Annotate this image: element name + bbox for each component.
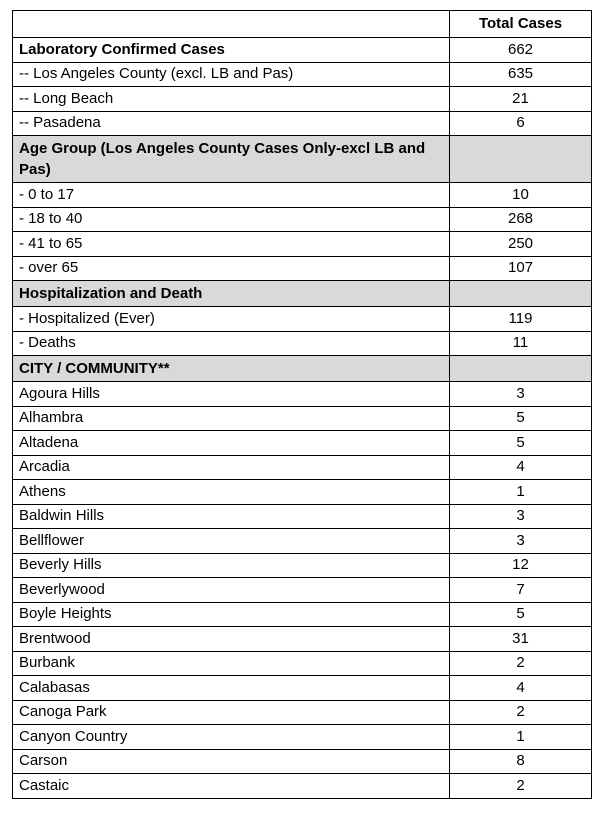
city-name: Castaic xyxy=(13,774,450,799)
row-label: - Deaths xyxy=(13,331,450,356)
table-row xyxy=(13,553,592,578)
table-row xyxy=(13,774,592,799)
city-name: Brentwood xyxy=(13,627,450,652)
city-name: Beverlywood xyxy=(13,578,450,603)
city-name: Arcadia xyxy=(13,455,450,480)
table-row xyxy=(13,307,592,332)
header-row xyxy=(13,11,592,38)
city-cases: 1 xyxy=(450,480,592,505)
city-name: Calabasas xyxy=(13,676,450,701)
table-row xyxy=(13,62,592,87)
row-value: 662 xyxy=(450,38,592,63)
city-community-section-header xyxy=(13,356,592,382)
city-cases: 3 xyxy=(450,529,592,554)
age-group-section-header xyxy=(13,136,592,183)
cases-table xyxy=(12,10,592,799)
row-value: 10 xyxy=(450,183,592,208)
table-row xyxy=(13,676,592,701)
section-header-blank xyxy=(450,136,592,183)
hospitalization-section-header xyxy=(13,281,592,307)
table-row xyxy=(13,651,592,676)
cases-table-body xyxy=(13,11,592,799)
table-row xyxy=(13,602,592,627)
table-row xyxy=(13,111,592,136)
table-row xyxy=(13,87,592,112)
city-cases: 2 xyxy=(450,774,592,799)
city-cases: 8 xyxy=(450,749,592,774)
section-header-blank xyxy=(450,281,592,307)
table-row xyxy=(13,455,592,480)
row-label: - Hospitalized (Ever) xyxy=(13,307,450,332)
table-row xyxy=(13,183,592,208)
city-name: Alhambra xyxy=(13,406,450,431)
city-name: Altadena xyxy=(13,431,450,456)
city-cases: 7 xyxy=(450,578,592,603)
city-cases: 4 xyxy=(450,455,592,480)
row-label: - over 65 xyxy=(13,256,450,281)
total-cases-header: Total Cases xyxy=(450,11,592,38)
city-name: Athens xyxy=(13,480,450,505)
section-title: Hospitalization and Death xyxy=(13,281,450,307)
city-name: Boyle Heights xyxy=(13,602,450,627)
table-row xyxy=(13,331,592,356)
table-row xyxy=(13,431,592,456)
row-value: 119 xyxy=(450,307,592,332)
row-label: Laboratory Confirmed Cases xyxy=(13,38,450,63)
city-cases: 1 xyxy=(450,725,592,750)
row-value: 250 xyxy=(450,232,592,257)
row-label: - 18 to 40 xyxy=(13,207,450,232)
table-row xyxy=(13,700,592,725)
city-name: Burbank xyxy=(13,651,450,676)
row-label: - 41 to 65 xyxy=(13,232,450,257)
row-value: 635 xyxy=(450,62,592,87)
header-blank-cell xyxy=(13,11,450,38)
row-value: 107 xyxy=(450,256,592,281)
section-title: Age Group (Los Angeles County Cases Only-excl LB and Pas) xyxy=(13,136,450,183)
city-name: Bellflower xyxy=(13,529,450,554)
table-row xyxy=(13,382,592,407)
table-row xyxy=(13,725,592,750)
table-row xyxy=(13,627,592,652)
table-row xyxy=(13,578,592,603)
row-label: -- Pasadena xyxy=(13,111,450,136)
city-cases: 3 xyxy=(450,382,592,407)
city-cases: 3 xyxy=(450,504,592,529)
table-row xyxy=(13,406,592,431)
city-cases: 4 xyxy=(450,676,592,701)
table-row xyxy=(13,749,592,774)
city-name: Beverly Hills xyxy=(13,553,450,578)
row-value: 268 xyxy=(450,207,592,232)
row-label: -- Los Angeles County (excl. LB and Pas) xyxy=(13,62,450,87)
row-value: 11 xyxy=(450,331,592,356)
table-row xyxy=(13,38,592,63)
city-cases: 2 xyxy=(450,651,592,676)
city-name: Canoga Park xyxy=(13,700,450,725)
row-value: 6 xyxy=(450,111,592,136)
section-header-blank xyxy=(450,356,592,382)
city-cases: 12 xyxy=(450,553,592,578)
table-row xyxy=(13,207,592,232)
table-row xyxy=(13,504,592,529)
row-value: 21 xyxy=(450,87,592,112)
table-row xyxy=(13,529,592,554)
city-name: Agoura Hills xyxy=(13,382,450,407)
city-cases: 2 xyxy=(450,700,592,725)
city-name: Canyon Country xyxy=(13,725,450,750)
table-row xyxy=(13,256,592,281)
row-label: - 0 to 17 xyxy=(13,183,450,208)
table-row xyxy=(13,232,592,257)
city-name: Carson xyxy=(13,749,450,774)
section-title: CITY / COMMUNITY** xyxy=(13,356,450,382)
city-cases: 31 xyxy=(450,627,592,652)
row-label: -- Long Beach xyxy=(13,87,450,112)
city-cases: 5 xyxy=(450,602,592,627)
city-cases: 5 xyxy=(450,406,592,431)
city-name: Baldwin Hills xyxy=(13,504,450,529)
city-cases: 5 xyxy=(450,431,592,456)
table-row xyxy=(13,480,592,505)
